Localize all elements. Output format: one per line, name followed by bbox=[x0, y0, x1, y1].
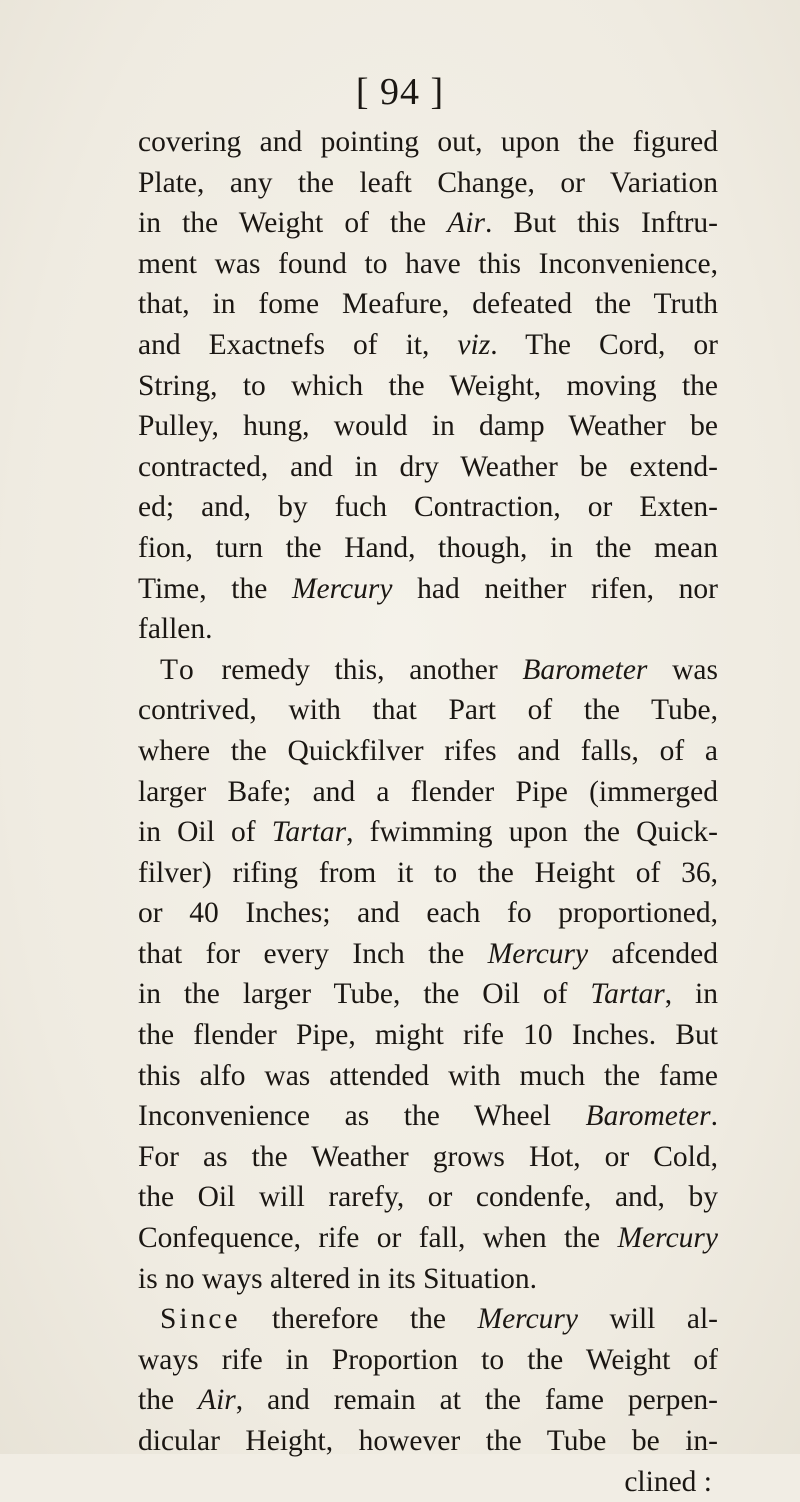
text-line bbox=[138, 203, 718, 244]
text-segment: , in bbox=[664, 978, 718, 1011]
text-line bbox=[138, 569, 718, 610]
text-line bbox=[138, 1259, 718, 1300]
italic-word: Air bbox=[198, 1384, 236, 1417]
text-segment: . bbox=[710, 1100, 718, 1133]
text-segment: the flender Pipe, might rife 10 Inches. But bbox=[138, 1019, 718, 1052]
text-segment: String, to which the Weight, moving the bbox=[138, 369, 718, 402]
text-line bbox=[138, 406, 718, 447]
text-segment: contrived, with that Part of the Tube, bbox=[138, 694, 718, 727]
text-line bbox=[138, 325, 718, 366]
small-caps-word: Since bbox=[160, 1303, 241, 1336]
text-line bbox=[138, 1096, 718, 1137]
text-line bbox=[138, 731, 718, 772]
text-line bbox=[138, 1340, 718, 1381]
text-segment: that for every Inch the bbox=[138, 937, 488, 970]
small-caps-word: To bbox=[160, 653, 197, 686]
page-number: [ 94 ] bbox=[355, 71, 445, 113]
text-line bbox=[138, 163, 718, 204]
text-segment: therefore the bbox=[240, 1303, 478, 1336]
text-segment: ed; and, by fuch Contraction, or Exten- bbox=[138, 491, 718, 524]
text-line bbox=[138, 1299, 718, 1340]
text-line bbox=[138, 487, 718, 528]
page-body-text bbox=[138, 122, 718, 1502]
text-segment: that, in fome Meafure, defeated the Truth bbox=[138, 288, 718, 321]
text-line bbox=[138, 893, 718, 934]
italic-word: Air bbox=[447, 207, 485, 240]
text-segment: or 40 Inches; and each fo proportioned, bbox=[138, 897, 718, 930]
text-line bbox=[138, 1015, 718, 1056]
text-line bbox=[138, 244, 718, 285]
text-segment: fallen. bbox=[138, 613, 213, 646]
text-line bbox=[138, 1056, 718, 1097]
italic-word: Barometer bbox=[585, 1100, 711, 1133]
text-segment: in the larger Tube, the Oil of bbox=[138, 978, 591, 1011]
text-segment: ment was found to have this Inconvenience, bbox=[138, 247, 718, 280]
text-segment: the Oil will rarefy, or condenfe, and, by bbox=[138, 1181, 718, 1214]
text-segment: Plate, any the leaft Change, or Variation bbox=[138, 166, 718, 199]
text-line bbox=[138, 1218, 718, 1259]
text-line bbox=[138, 853, 718, 894]
text-segment: contracted, and in dry Weather be extend- bbox=[138, 450, 718, 483]
text-segment: For as the Weather grows Hot, or Cold, bbox=[138, 1140, 718, 1173]
text-line bbox=[138, 122, 718, 163]
text-segment: larger Bafe; and a flender Pipe (immerged bbox=[138, 775, 718, 808]
text-segment: in Oil of bbox=[138, 816, 272, 849]
text-segment: this alfo was attended with much the fame bbox=[138, 1059, 718, 1092]
italic-word: Mercury bbox=[291, 572, 393, 605]
text-line bbox=[138, 812, 718, 853]
text-segment: . The Cord, or bbox=[490, 328, 718, 361]
text-segment: dicular Height, however the Tube be in- bbox=[138, 1425, 718, 1457]
text-line bbox=[138, 772, 718, 813]
text-segment: , fwimming upon the Quick- bbox=[346, 816, 718, 849]
text-line bbox=[138, 609, 718, 650]
catchword bbox=[138, 1462, 718, 1502]
text-segment: where the Quickfilver rifes and falls, of a bbox=[138, 734, 718, 767]
italic-word: Tartar bbox=[590, 978, 665, 1011]
italic-word: Tartar bbox=[271, 816, 347, 849]
text-segment: in the Weight of the bbox=[138, 207, 448, 240]
text-segment: Time, the bbox=[138, 572, 292, 605]
text-segment: the bbox=[138, 1384, 199, 1417]
text-line bbox=[138, 528, 718, 569]
italic-word: Mercury bbox=[477, 1303, 578, 1336]
text-segment: . But this Inftru- bbox=[484, 207, 718, 240]
text-segment: covering and pointing out, upon the figured bbox=[138, 126, 718, 158]
text-line bbox=[138, 690, 718, 731]
text-line bbox=[138, 284, 718, 325]
text-segment: clined : bbox=[624, 1465, 712, 1498]
text-line bbox=[138, 934, 718, 975]
text-segment: and Exactnefs of it, bbox=[138, 328, 458, 361]
text-segment: filver) rifing from it to the Height of 36, bbox=[138, 856, 718, 889]
text-line bbox=[138, 1421, 718, 1462]
text-segment: Inconvenience as the Wheel bbox=[138, 1100, 586, 1133]
text-line bbox=[138, 1137, 718, 1178]
italic-word: Barometer bbox=[522, 653, 648, 686]
text-line bbox=[138, 1380, 718, 1421]
text-line bbox=[138, 366, 718, 407]
text-segment: is no ways altered in its Situation. bbox=[138, 1262, 538, 1295]
text-segment: will al- bbox=[578, 1303, 718, 1336]
text-line bbox=[138, 1177, 718, 1218]
text-line bbox=[138, 974, 718, 1015]
text-segment: Pulley, hung, would in damp Weather be bbox=[138, 410, 718, 443]
italic-word: viz bbox=[457, 328, 491, 361]
text-segment: ways rife in Proportion to the Weight of bbox=[138, 1343, 718, 1376]
text-line bbox=[138, 447, 718, 488]
text-segment: Confequence, rife or fall, when the bbox=[138, 1222, 618, 1255]
text-segment: , and remain at the fame perpen- bbox=[235, 1384, 718, 1417]
text-segment: fion, turn the Hand, though, in the mean bbox=[138, 531, 718, 564]
text-line bbox=[138, 650, 718, 691]
text-segment: afcended bbox=[588, 937, 718, 970]
italic-word: Mercury bbox=[487, 937, 589, 970]
italic-word: Mercury bbox=[617, 1222, 718, 1255]
text-segment: was bbox=[647, 653, 718, 686]
text-segment: remedy this, another bbox=[196, 653, 523, 686]
text-segment: had neither rifen, nor bbox=[392, 572, 718, 605]
